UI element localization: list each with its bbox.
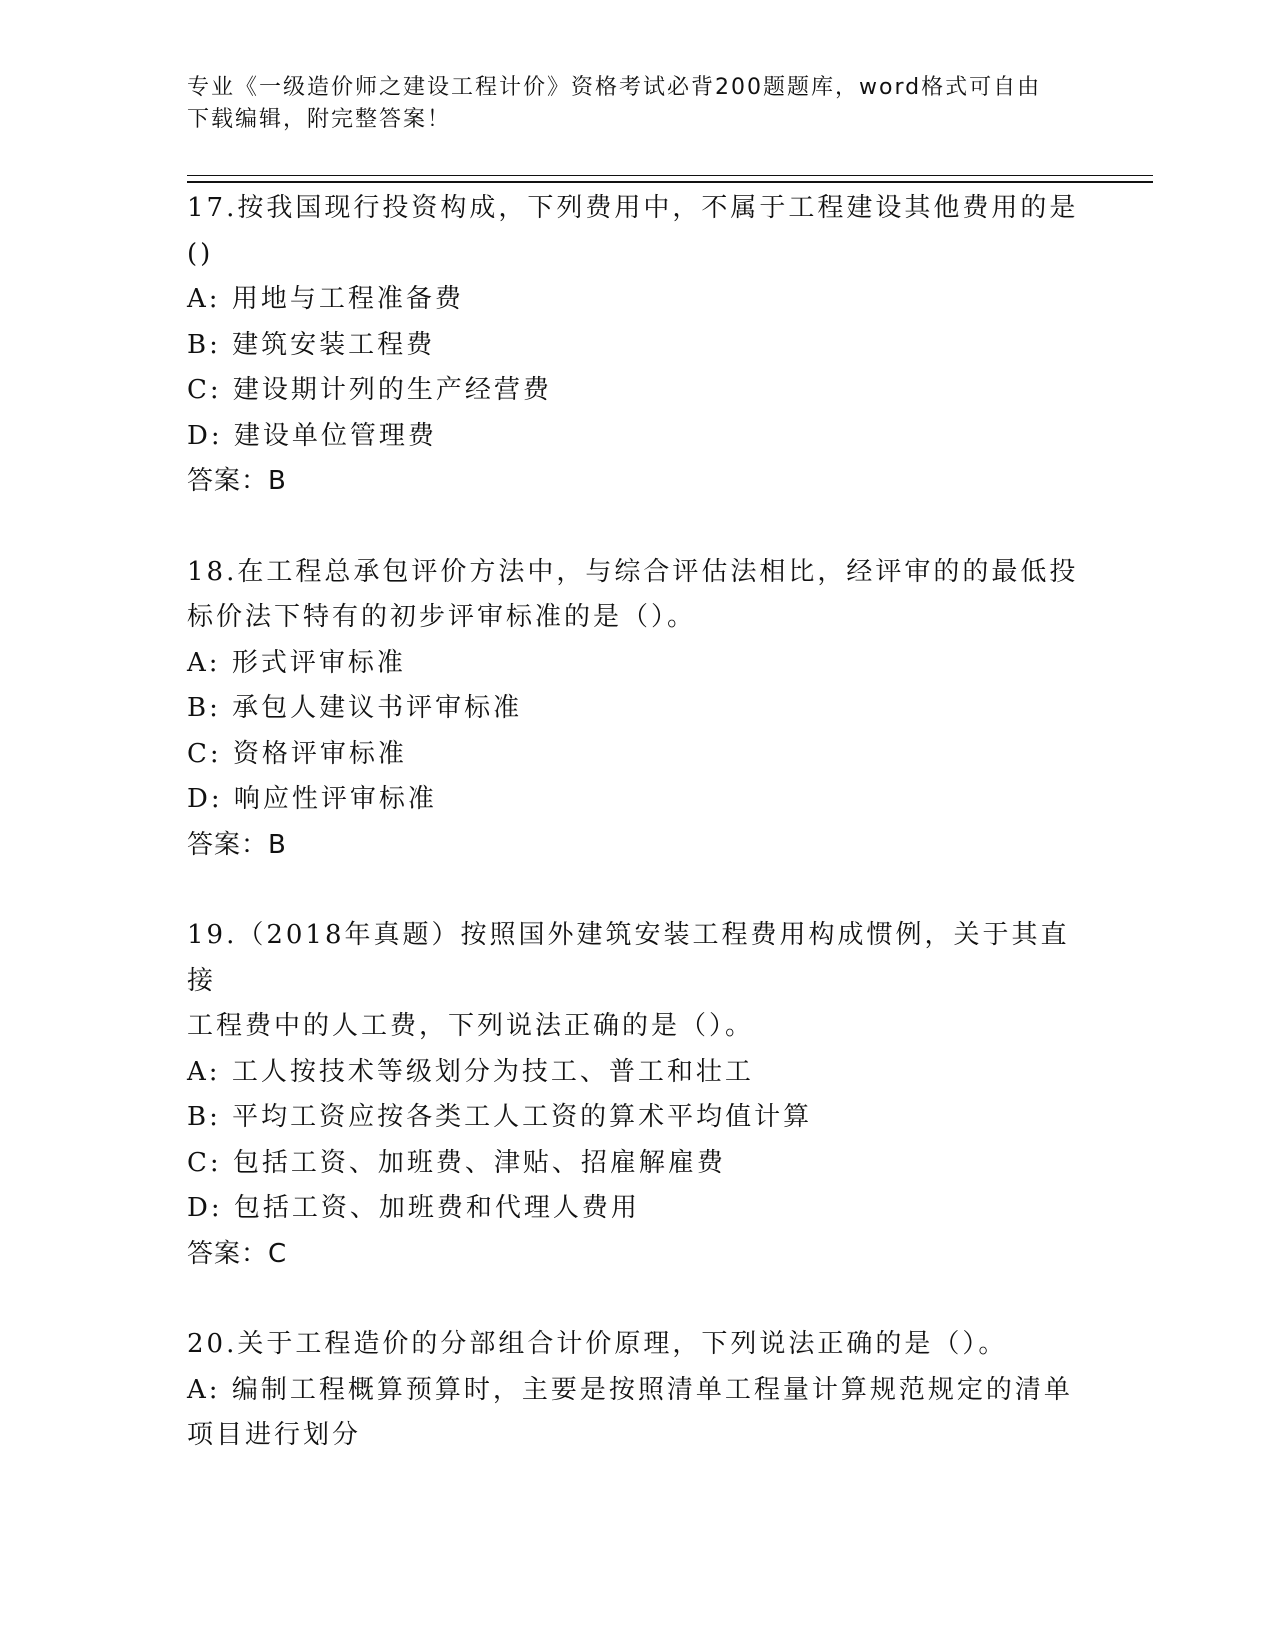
question-stem-line: () bbox=[187, 238, 214, 269]
question-list bbox=[187, 186, 1087, 1459]
option-b bbox=[187, 686, 1087, 732]
question-18 bbox=[187, 550, 1087, 869]
option-a bbox=[187, 1368, 1087, 1414]
option-a bbox=[187, 277, 1087, 323]
header-divider-thick bbox=[187, 181, 1153, 183]
option-text: 包括工资、加班费、津贴、招雇解雇费 bbox=[232, 1147, 726, 1178]
option-d bbox=[187, 1186, 1087, 1232]
question-17 bbox=[187, 186, 1087, 505]
question-stem-line: 18.在工程总承包评价方法中，与综合评估法相比，经评审的的最低投 bbox=[187, 556, 1079, 587]
option-text: 编制工程概算预算时，主要是按照清单工程量计算规范规定的清单 bbox=[231, 1374, 1073, 1405]
option-text: 承包人建议书评审标准 bbox=[232, 693, 523, 723]
question-stem-line: 17.按我国现行投资构成，下列费用中，不属于工程建设其他费用的是 bbox=[187, 193, 1079, 223]
option-text: 项目进行划分 bbox=[187, 1420, 362, 1450]
option-letter: A: bbox=[187, 284, 221, 314]
answer-line: 答案：B bbox=[187, 466, 287, 496]
option-letter: B: bbox=[187, 329, 221, 360]
option-c bbox=[187, 1141, 1087, 1187]
option-c bbox=[187, 368, 1087, 414]
option-letter: B: bbox=[187, 1102, 221, 1132]
option-text: 资格评审标准 bbox=[232, 738, 407, 769]
option-b bbox=[187, 1095, 1087, 1141]
option-text: 工人按技术等级划分为技工、普工和壮工 bbox=[231, 1056, 754, 1087]
option-letter: C: bbox=[187, 738, 222, 769]
option-b bbox=[187, 323, 1087, 369]
answer-line: 答案：C bbox=[187, 1238, 288, 1269]
header-line-1: 专业《一级造价师之建设工程计价》资格考试必背200题题库，word格式可自由 bbox=[187, 75, 1042, 100]
option-d bbox=[187, 777, 1087, 823]
option-letter: A: bbox=[187, 1374, 221, 1405]
option-letter: A: bbox=[187, 1056, 221, 1087]
answer-line: 答案：B bbox=[187, 829, 287, 860]
option-text: 平均工资应按各类工人工资的算术平均值计算 bbox=[232, 1102, 813, 1132]
option-a-continuation bbox=[187, 1413, 1087, 1459]
header-divider-thin bbox=[187, 175, 1153, 176]
option-letter: C: bbox=[187, 375, 222, 405]
option-c bbox=[187, 732, 1087, 778]
question-stem-line: 工程费中的人工费，下列说法正确的是（）。 bbox=[187, 1011, 755, 1041]
option-text: 响应性评审标准 bbox=[233, 784, 437, 814]
option-a bbox=[187, 641, 1087, 687]
option-letter: D: bbox=[187, 420, 223, 451]
option-text: 包括工资、加班费和代理人费用 bbox=[233, 1193, 640, 1223]
question-20 bbox=[187, 1322, 1087, 1459]
option-d bbox=[187, 414, 1087, 460]
option-letter: B: bbox=[187, 693, 221, 723]
option-letter: A: bbox=[187, 647, 221, 678]
header-line-2: 下载编辑，附完整答案！ bbox=[187, 107, 452, 132]
option-a bbox=[187, 1050, 1087, 1096]
question-stem-line: 标价法下特有的初步评审标准的是（）。 bbox=[187, 602, 697, 632]
option-text: 用地与工程准备费 bbox=[231, 284, 464, 314]
option-text: 建筑安装工程费 bbox=[232, 329, 436, 360]
option-text: 形式评审标准 bbox=[231, 647, 406, 678]
option-letter: C: bbox=[187, 1147, 222, 1178]
question-19 bbox=[187, 913, 1087, 1277]
question-stem-line: 20.关于工程造价的分部组合计价原理，下列说法正确的是（）。 bbox=[187, 1329, 1008, 1359]
option-letter: D: bbox=[187, 784, 223, 814]
document-header bbox=[187, 72, 1067, 136]
option-letter: D: bbox=[187, 1193, 223, 1223]
option-text: 建设单位管理费 bbox=[233, 420, 437, 451]
question-stem-line: 19.（2018年真题）按照国外建筑安装工程费用构成惯例，关于其直接 bbox=[187, 920, 1070, 996]
option-text: 建设期计列的生产经营费 bbox=[232, 375, 552, 405]
